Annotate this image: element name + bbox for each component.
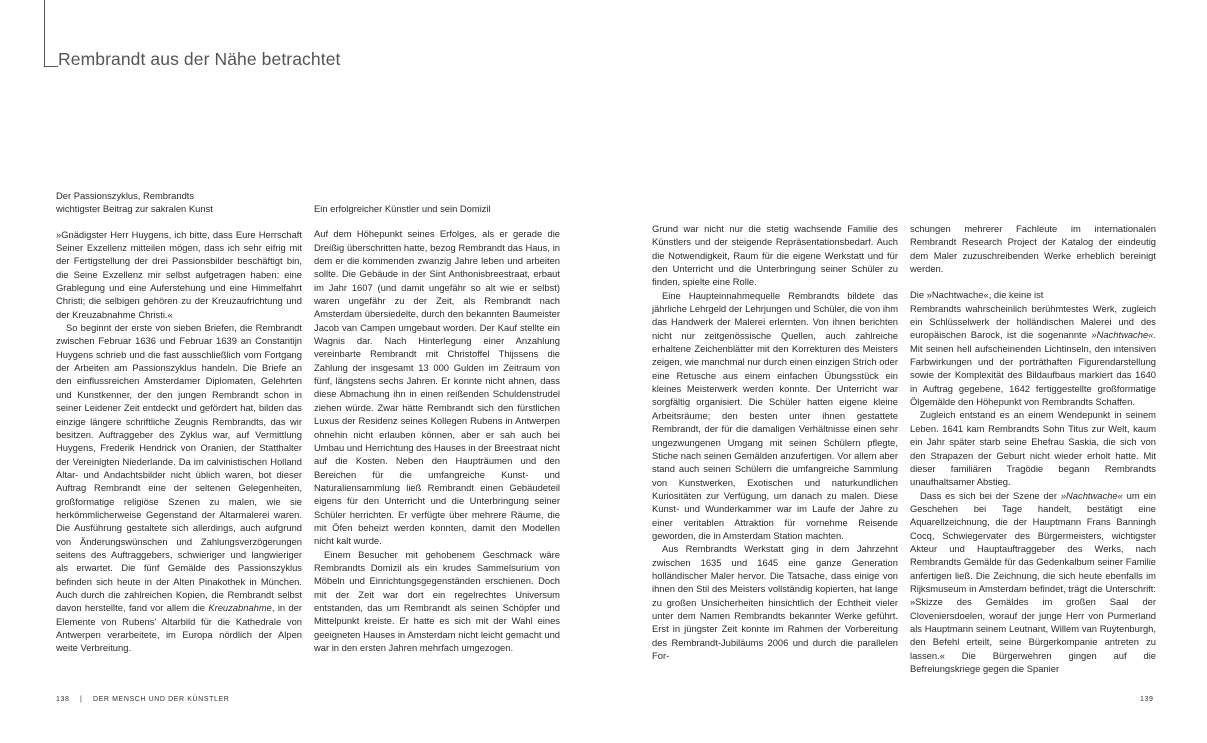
paragraph: Auf dem Höhepunkt seines Erfolges, als er gerade die Dreißig überschritten hatte, bezog Rembrandt das Haus, in dem er die kommenden zwanzig Jahre leben und arbeiten sollte. Die Gebäude in der Sint Anthonisbreestraat, erbaut im Jahr 1607 (und damit ungefähr so alt wie er selbst) waren ungefähr zu der Zeit, als Rembrandt nach Amsterdam übersiedelte, durch den bekannten Baumeister Jacob van Campen umgebaut worden. Der Kauf stellte ein Wagnis dar. Nach Hinterlegung einer Anzahlung vereinbarte Rembrandt mit Christoffel Thijssens die Zahlung der insgesamt 13 000 Gulden im Zeitraum von fünf, längstens sechs Jahren. Er konnte nicht ahnen, dass diese Abmachung ihn in einen reißenden Schuldenstrudel ziehen würde. Zwar hätte Rembrandt sich den fürstlichen Luxus der Residenz seines Kollegen Rubens in Antwerpen ohnehin nicht erlauben können, aber er sah auch bei Umbau und Herrichtung des Hauses in der Breestraat nicht auf die Kosten. Neben den Haupträumen und den Bereichen für die umfangreiche Kunst- und Naturaliensammlung ließ Rembrandt einen Gebäudeteil eigens für den Unterricht und die Unterbringung seiner Schüler herrichten. Er verfügte über mehrere Räume, die mit Öfen beheizt werden konnten, damit den Modellen nicht kalt wurde. [314,228,560,547]
text-run: Dass es sich bei der Szene der [920,489,1061,501]
running-head: DER MENSCH UND DER KÜNSTLER [93,696,230,703]
text-run-italic: »Nachtwache« [1060,489,1123,501]
column-3 [652,222,898,662]
corner-mark-vertical [44,0,45,67]
paragraph: »Gnädigster Herr Huygens, ich bitte, dass Eure Herrschaft Seiner Exzellenz mitteilen mögen, dass ich sehr eifrig mit der Fertigstellung der drei Passionsbilder beschäftigt bin, die Seine Exzellenz mir selbst aufgetragen haben: eine Grablegung und eine Auferstehung und eine Himmelfahrt Christi; die selbigen gehören zu der Kreuzaufrichtung und der Kreuzabnahme Christi.« [56,228,302,320]
paragraph: Grund war nicht nur die stetig wachsende Familie des Künstlers und der steigende Repräsentationsbedarf. Auch die Notwendigkeit, Raum für die eigene Werkstatt und für den Unterricht und die Unterbringung seiner Schüler zu finden, spielte eine Rolle. [652,223,898,288]
paragraph: Einem Besucher mit gehobenem Geschmack wäre Rembrandts Domizil als ein krudes Sammelsurium von Möbeln und Einrichtungsgegenständen erschienen. Doch mit der Zeit war dort ein regelrechtes Universum entstanden, das um Rembrandt als seinen Schöpfer und Mittelpunkt kreiste. Er hatte es sich mit der Wahl eines geeigneten Hauses in Amsterdam nicht leicht gemacht und war in den ersten Jahren mehrfach umgezogen. [314,548,560,653]
footer-left [56,696,229,703]
column-1 [56,189,302,655]
page-number-left: 138 [56,696,70,703]
section-heading-domizil: Ein erfolgreicher Künstler und sein Domizil [314,203,491,214]
section-heading-passionszyklus [56,189,302,216]
paragraph: Eine Haupteinnahmequelle Rembrandts bildete das jährliche Lehrgeld der Lehrjungen und Schüler, die von ihm das Handwerk der Malerei erlernten. Von ihnen berichten nicht nur zeitgenössische Quellen, auch zahlreiche erhaltene Zeichenblätter mit den Korrekturen des Meisters zeigen, wie manchmal nur durch einen einzigen Strich oder eine Retusche aus einem einfachen Übungsstück ein kleines Meisterwerk werden konnte. Der Unterricht war sorgfältig organisiert. Die Schüler hatten eigene kleine Arbeitsräume; den besten unter ihnen gestattete Rembrandt, der für die damaligen Verhältnisse einen sehr ungezwungenen Umgang mit seinen Schülern pflegte, Stiche nach seinen Gemälden anzufertigen. Vor allem aber stand auch seinen Schülern die umfangreiche Sammlung von Kunstwerken, Exotischen und naturkundlichen Kuriositäten zur Verfügung, um danach zu malen. Diese Kunst- und Wunderkammer war im Laufe der Jahre zu einer veritablen Attraktion für vornehme Reisende geworden, die in Amsterdam Station machten. [652,289,898,541]
column-4 [910,222,1156,675]
paragraph [910,489,1156,676]
text-run: um ein Geschehen bei Tage handelt, bestätigt eine Aquarellzeichnung, die der Hauptmann Frans Banningh Cocq, Schwiegervater des Bürgermeisters, wichtigster Akteur und Hauptauftraggeber des Werks, nach Rembrandts Gemälde für das Gedenkalbum seiner Familie anfertigen ließ. Die Zeichnung, die sich heute ebenfalls im Rijksmuseum in Amsterdam befindet, trägt die Unterschrift: »Skizze des Gemäldes im großen Saal der Cloveniersdoelen, worauf der junge Herr von Purmerland als Hauptmann seinem Leutnant, Willem van Ruytenburgh, den Befehl erteilt, seine Bürgerkompanie antreten zu lassen.« Die Bürgerwehren gingen auf die Befreiungskriege gegen die Spanier [910,489,1157,674]
text-run-italic: Kreuzabnahme [208,602,272,614]
page-title: Rembrandt aus der Nähe betrachtet [58,49,341,69]
paragraph: schungen mehrerer Fachleute im internationalen Rembrandt Research Project der Katalog der eindeutig dem Maler zuzuschreibenden Werke erheblich bereinigt werden. [910,223,1156,275]
section-heading-nachtwache: Die »Nachtwache«, die keine ist [910,289,1044,301]
paragraph: Aus Rembrandts Werkstatt ging in dem Jahrzehnt zwischen 1635 und 1645 eine ganze Generation holländischer Maler hervor. Die Tatsache, dass einige von ihnen den Stil des Meisters vollständig kopierten, hat lange zu großen Unsicherheiten hinsichtlich der Echtheit vieler unter dem Namen Rembrandts bekannter Werke geführt. Erst in jüngster Zeit konnte im Rahmen der Vorbereitung des Rembrandt-Jubiläums 2006 und durch die parallelen For- [652,543,898,661]
paragraph [910,302,1156,409]
text-run-italic: »Nachtwache« [1091,329,1154,341]
paragraph: Zugleich entstand es an einem Wendepunkt in seinem Leben. 1641 kam Rembrandts Sohn Titus zur Welt, kaum ein Jahr später starb seine Ehefrau Saskia, die sich von den Strapazen der Geburt nicht wieder erholt hatte. Mit dieser familiären Tragödie begann Rembrandts unaufhaltsamer Abstieg. [910,409,1156,488]
text-run: Rembrandts wahrscheinlich berühmtestes Werk, zugleich ein Schlüsselwerk der holländischen Malerei und des europäischen Barock, ist die sogenannte [910,302,1156,341]
heading-line: Der Passionszyklus, Rembrandts [56,190,195,201]
column-2 [314,202,560,654]
page-number-right: 139 [1140,696,1154,703]
heading-line: wichtigster Beitrag zur sakralen Kunst [56,203,213,215]
corner-mark-horizontal [44,66,58,67]
text-run: , in der Elemente von Rubens' Altarbild für die Kathedrale von Antwerpen verarbeitete, im Europa nördlich der Alpen weite Verbreitung. [56,602,303,654]
text-run: . Mit seinen hell aufscheinenden Lichtinseln, den intensiven Farbwirkungen und der porträthaften Figurendarstellung sowie der Komplexität des Bildaufbaus markiert das 1640 in Auftrag gegebene, 1642 fertiggestellte großformatige Ölgemälde den Höhepunkt von Rembrandts Schaffen. [910,329,1156,408]
paragraph [56,321,302,655]
text-run: So beginnt der erste von sieben Briefen, die Rembrandt zwischen Februar 1636 und Februar 1639 an Constantijn Huygens schrieb und die fast ausschließlich vom Fortgang der Arbeiten am Passionszyklus handeln. Die Briefe an den einflussreichen Amsterdamer Diplomaten, Gelehrten und Kunstkenner, der den jungen Rembrandt schon in seiner Leidener Zeit entdeckt und gefördert hat, bilden das einzige längere schriftliche Zeugnis Rembrandts, das wir besitzen. Auftraggeber des Zyklus war, auf Vermittlung Huygens, Frederik Hendrick von Oranien, der Statthalter der Vereinigten Niederlande. Da im calvinistischen Holland Altar- und Andachtsbilder nicht üblich waren, bot dieser Auftrag Rembrandt eine der seltenen Gelegenheiten, großformatige religiöse Szenen zu malen, wie sie herkömmlicherweise Gegenstand der Altarmalerei waren. Die Ausführung gestaltete sich allerdings, auch aufgrund von Änderungswünschen und Zahlungsverzögerungen seitens des Auftraggebers, schwieriger und langwieriger als erwartet. Die fünf Gemälde des Passionszyklus befinden sich heute in der Alten Pinakothek in München. Auch durch die zahlreichen Kopien, die Rembrandt selbst davon herstellte, fand vor allem die [56,322,302,614]
footer-separator: | [80,696,83,703]
